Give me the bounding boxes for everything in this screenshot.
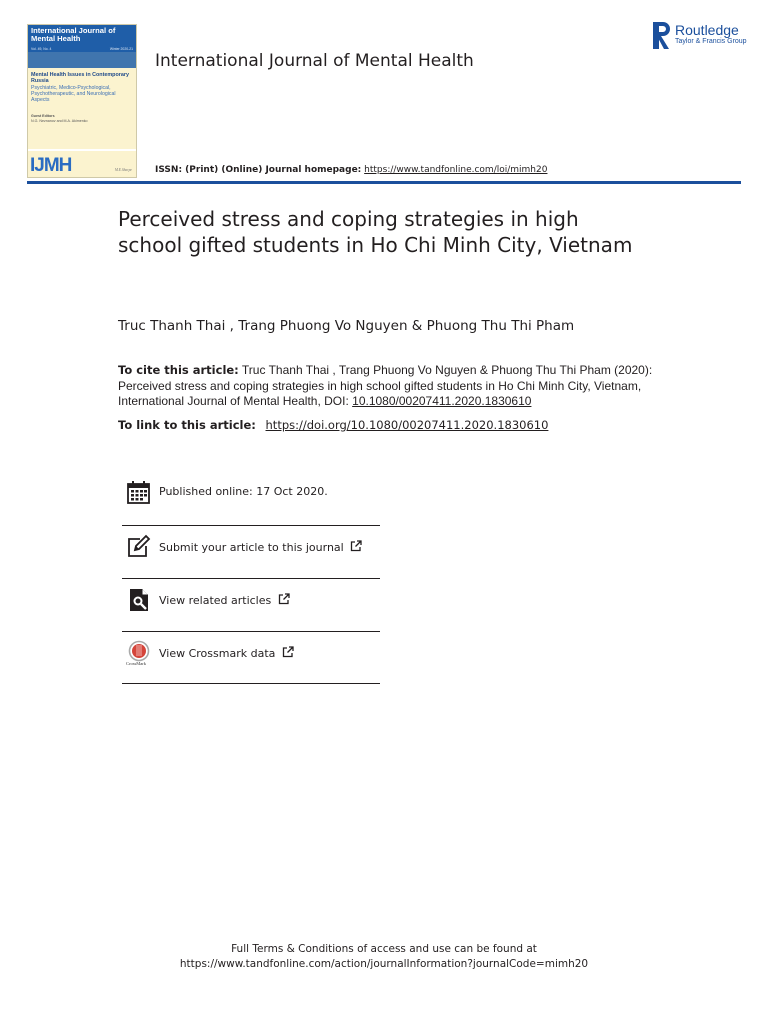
related-articles-label: View related articles [159, 594, 272, 607]
info-divider [122, 525, 380, 526]
cover-issue-band [28, 52, 136, 68]
submit-article-label: Submit your article to this journal [159, 541, 344, 554]
doi-link[interactable]: 10.1080/00207411.2020.1830610 [352, 394, 532, 408]
cover-issue-date: Winter 2020-21 [109, 47, 133, 51]
info-divider [122, 683, 380, 684]
journal-cover-thumbnail [27, 24, 137, 178]
logo-brand: Routledge [675, 22, 739, 38]
submit-article-row[interactable] [122, 528, 380, 568]
info-divider [122, 631, 380, 632]
crossmark-logo-text: CrossMark [126, 661, 146, 666]
calendar-icon [126, 479, 152, 505]
published-online-row [122, 473, 380, 513]
cite-label: To cite this article: [118, 363, 239, 377]
footer-terms-url[interactable]: https://www.tandfonline.com/action/journalInformation?journalCode=mimh20 [179, 958, 589, 970]
link-label: To link to this article: [118, 418, 256, 432]
crossmark-label: View Crossmark data [159, 647, 276, 660]
journal-homepage-link[interactable]: https://www.tandfonline.com/loi/mimh20 [364, 165, 548, 175]
cover-subtitle-secondary: Psychiatric, Medico-Psychological, Psychotherapeutic, and Neurological Aspects [31, 85, 116, 103]
related-articles-row[interactable] [122, 581, 380, 621]
article-doi-url-link[interactable]: https://doi.org/10.1080/00207411.2020.1830610 [265, 418, 549, 432]
journal-title: International Journal of Mental Health [155, 51, 474, 71]
cover-title: International Journal of Mental Health [31, 26, 116, 44]
info-divider [122, 578, 380, 579]
cover-editors: N.G. Neznanov and M.A. Akimenko [31, 119, 88, 123]
cover-footer [28, 149, 136, 177]
external-link-icon [350, 540, 362, 552]
related-articles-link[interactable] [159, 593, 290, 607]
issn-label: ISSN: (Print) (Online) Journal homepage: [155, 165, 362, 175]
issn-line [155, 165, 547, 175]
crossmark-row[interactable] [122, 634, 380, 674]
cite-text: Truc Thanh Thai , Trang Phuong Vo Nguyen & Phuong Thu Thi Pham (2020): Perceived stress and coping strategies in high school gifted students in Ho Chi Minh City, Vietnam, International Journal of Mental Health, DOI: [118, 363, 653, 408]
cover-editors-label: Guest Editors [31, 114, 55, 118]
citation-block [118, 363, 678, 410]
cover-subtitle: Mental Health Issues in Contemporary Russia [31, 72, 129, 84]
header-divider [27, 181, 741, 184]
article-link-block [118, 418, 548, 432]
submit-article-link[interactable] [159, 540, 362, 554]
search-document-icon [126, 587, 152, 613]
footer [0, 942, 768, 972]
external-link-icon [282, 646, 294, 658]
article-authors: Truc Thanh Thai , Trang Phuong Vo Nguyen & Phuong Thu Thi Pham [118, 318, 575, 334]
edit-icon [126, 534, 152, 560]
article-title: Perceived stress and coping strategies in high school gifted students in Ho Chi Minh City, Vietnam [118, 207, 633, 257]
crossmark-link[interactable] [159, 646, 294, 660]
logo-group: Taylor & Francis Group [675, 38, 747, 45]
routledge-logo[interactable] [653, 21, 749, 51]
external-link-icon [278, 593, 290, 605]
cover-publisher: M.E.Sharpe [114, 168, 132, 172]
published-online-text: Published online: 17 Oct 2020. [159, 485, 328, 498]
routledge-r-icon [653, 22, 671, 49]
cover-abbreviation: IJMH [30, 155, 72, 176]
footer-terms-text: Full Terms & Conditions of access and use can be found at [231, 943, 537, 955]
cover-issue: Vol. 49, No. 4 [31, 47, 52, 51]
